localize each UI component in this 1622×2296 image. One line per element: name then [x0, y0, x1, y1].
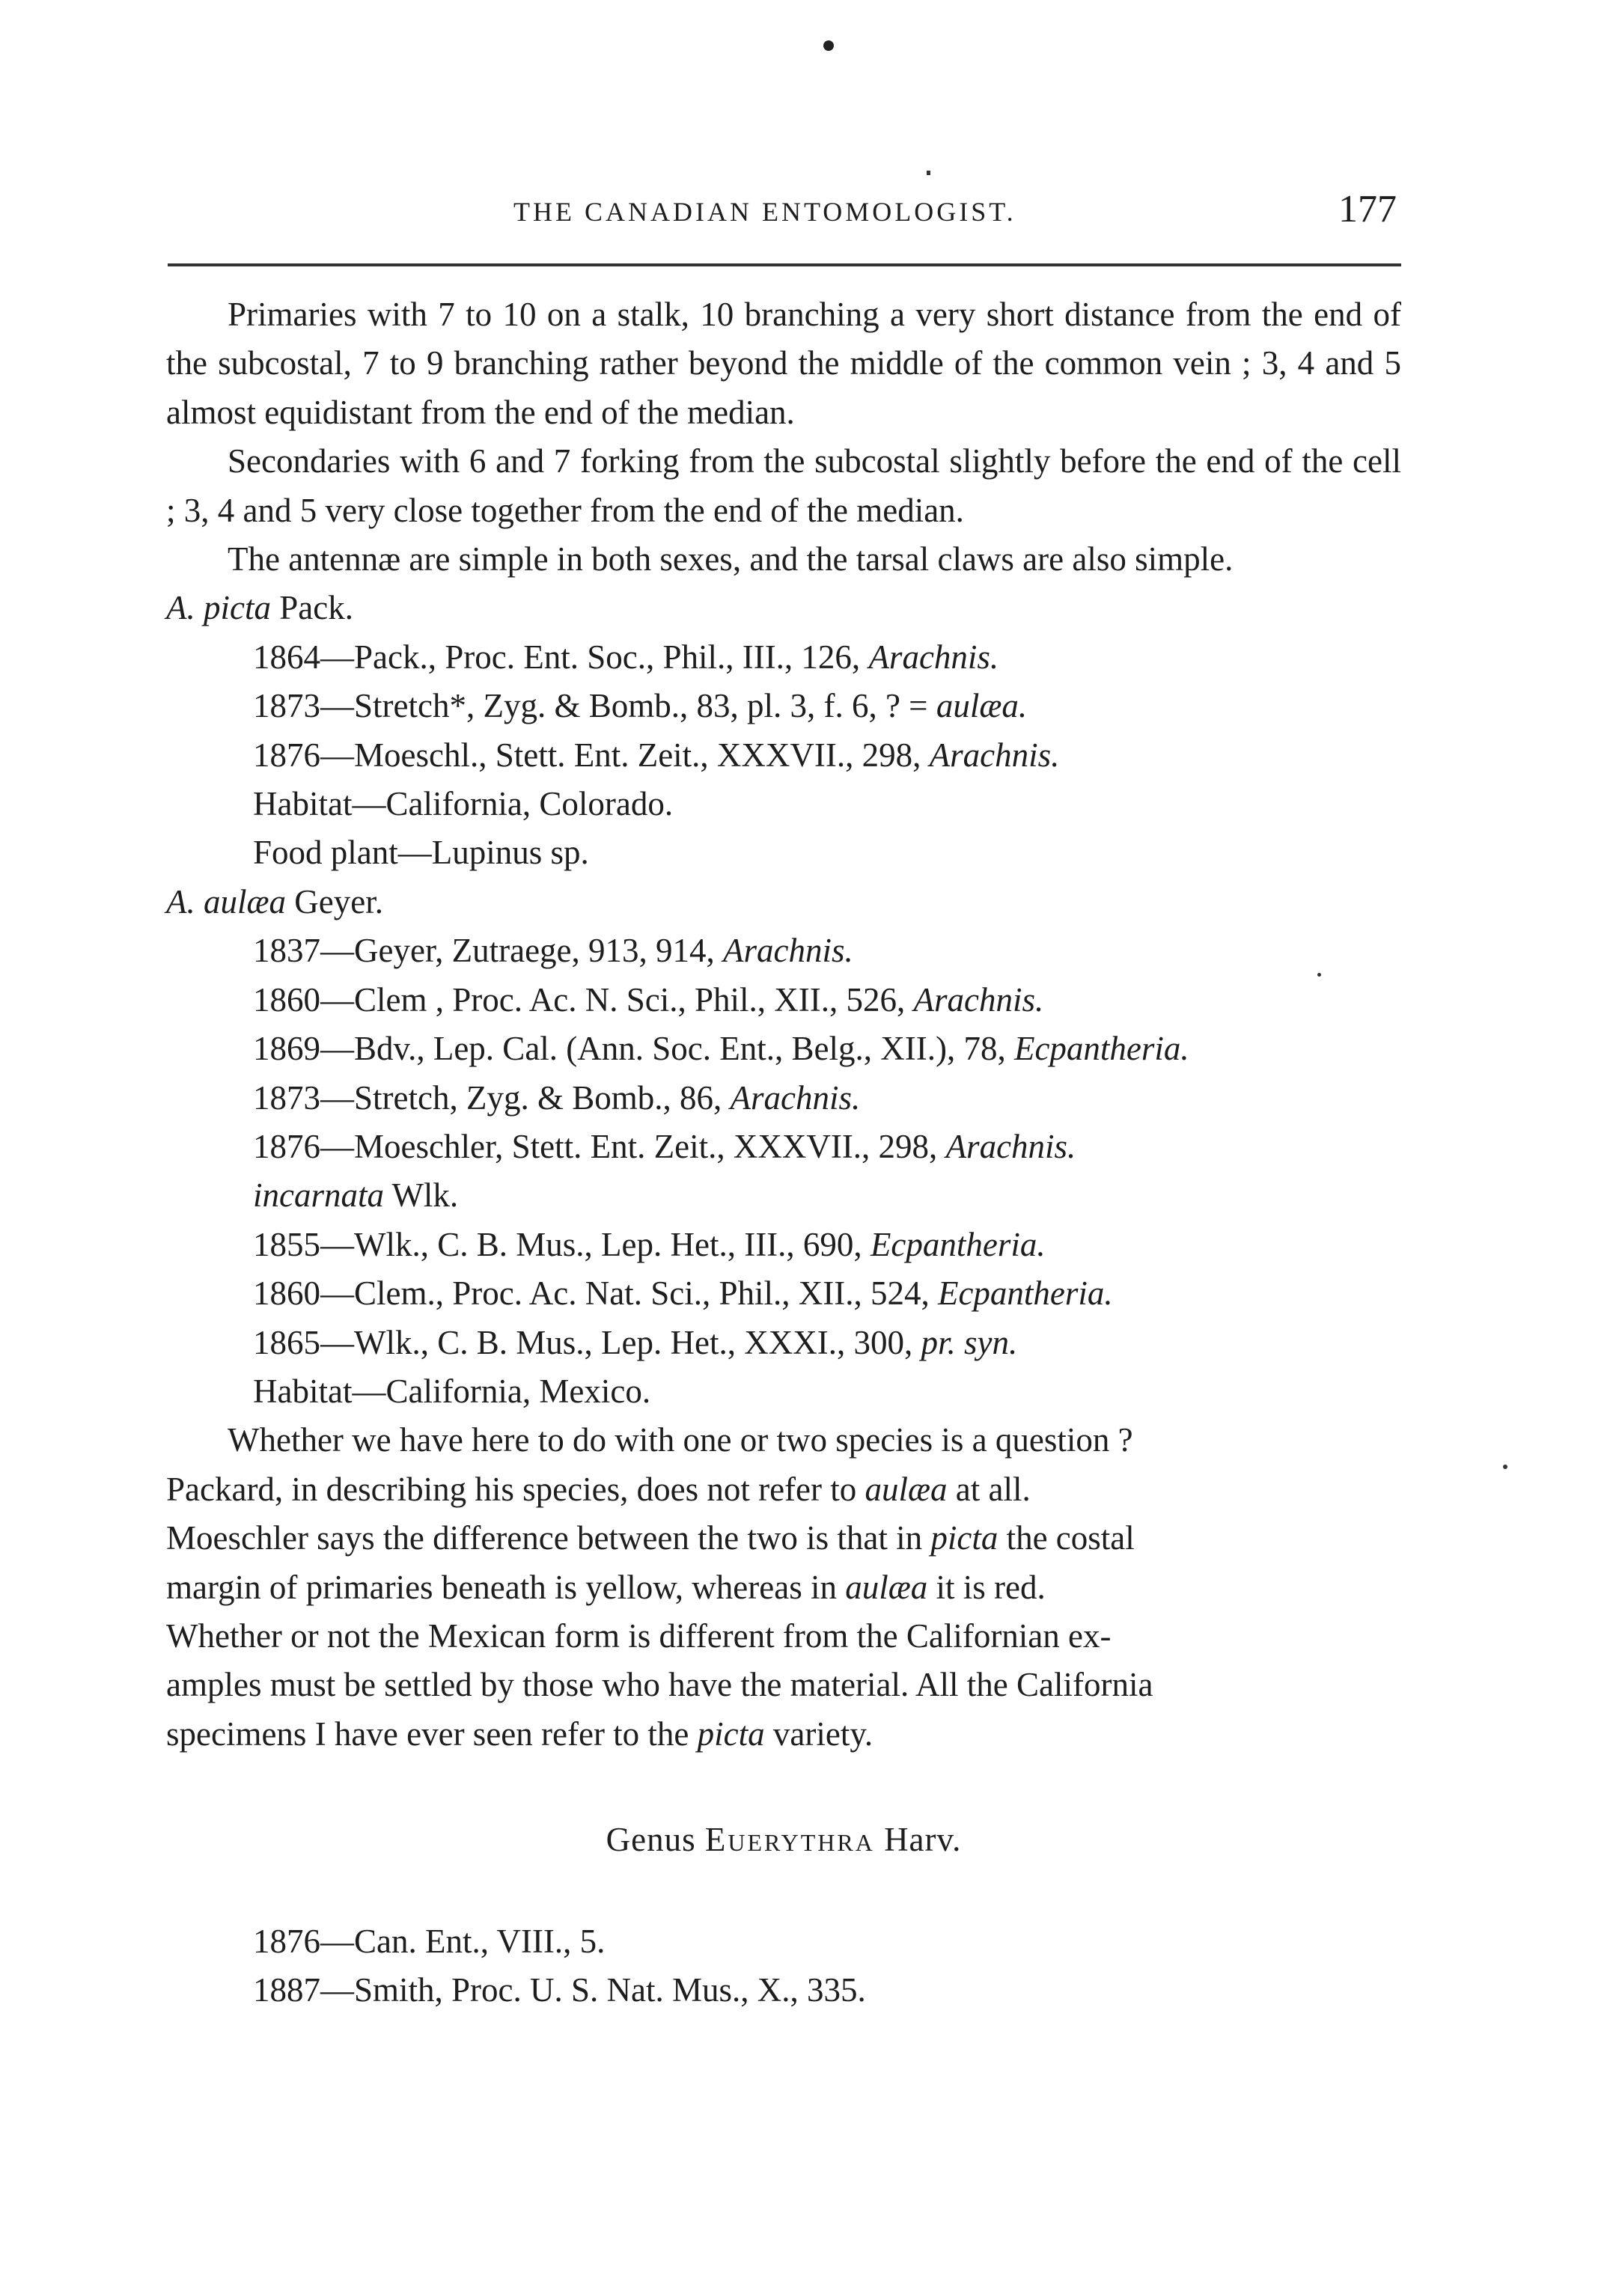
text-line: Packard, in describing his species, does not refer to aulæa at all.: [166, 1470, 1031, 1508]
reference-line: 1865—Wlk., C. B. Mus., Lep. Het., XXXI., 300, pr. syn.: [253, 1323, 1018, 1361]
ink-speck: [927, 171, 930, 175]
body-text: [166, 290, 1401, 2015]
species-author: Pack.: [279, 589, 353, 627]
paragraph-primaries: Primaries with 7 to 10 on a stalk, 10 branching a very short distance from the end of the subcostal, 7 to 9 branching rather beyond the middle of the common vein ; 3, 4 and 5 almost equidistant from the end of the median.: [166, 296, 1401, 431]
paragraph-discussion: [166, 1416, 1401, 1759]
reference-line: 1876—Can. Ent., VIII., 5.: [253, 1922, 606, 1960]
reference-line: 1855—Wlk., C. B. Mus., Lep. Het., III., 690, Ecpantheria.: [253, 1225, 1046, 1263]
header-rule: [168, 263, 1401, 266]
text-line: Moeschler says the difference between the two is that in picta the costal: [166, 1519, 1135, 1557]
reference-line: 1837—Geyer, Zutraege, 913, 914, Arachnis.: [253, 932, 853, 970]
ink-dot: [823, 40, 834, 51]
habitat-line: Habitat—California, Colorado.: [253, 785, 674, 823]
species-name: picta: [204, 589, 271, 627]
ink-speck: [1503, 1465, 1507, 1469]
synonym-heading: incarnata Wlk.: [253, 1176, 459, 1215]
text-line: margin of primaries beneath is yellow, whereas in aulæa it is red.: [166, 1568, 1046, 1606]
genus-heading: Genus Euerythra Harv.: [606, 1821, 962, 1859]
running-head: THE CANADIAN ENTOMOLOGIST.: [513, 197, 1016, 227]
reference-line: 1887—Smith, Proc. U. S. Nat. Mus., X., 335.: [253, 1971, 866, 2009]
reference-line: 1860—Clem., Proc. Ac. Nat. Sci., Phil., XII., 524, Ecpantheria.: [253, 1274, 1113, 1313]
genus-references: [166, 1917, 1401, 2015]
page-number: 177: [1338, 188, 1397, 230]
reference-line: 1864—Pack., Proc. Ent. Soc., Phil., III., 126, Arachnis.: [253, 638, 999, 676]
genus-abbrev: A.: [166, 589, 195, 627]
species-author: Geyer.: [294, 882, 383, 920]
species-heading-picta: [166, 584, 1401, 632]
habitat-line: Habitat—California, Mexico.: [253, 1372, 651, 1410]
food-plant-line: Food plant—Lupinus sp.: [253, 834, 589, 872]
paragraph-secondaries: Secondaries with 6 and 7 forking from the subcostal slightly before the end of the cell ; 3, 4 and 5 very close together from the end of the median.: [166, 442, 1401, 529]
text-line: Whether or not the Mexican form is different from the Californian ex-: [166, 1616, 1112, 1655]
reference-line: 1860—Clem , Proc. Ac. N. Sci., Phil., XII., 526, Arachnis.: [253, 980, 1044, 1019]
reference-line: 1876—Moeschl., Stett. Ent. Zeit., XXXVII., 298, Arachnis.: [253, 736, 1060, 774]
species-heading-aulaea: [166, 878, 1401, 926]
reference-line: 1873—Stretch, Zyg. & Bomb., 86, Arachnis.: [253, 1078, 861, 1117]
reference-line: 1876—Moeschler, Stett. Ent. Zeit., XXXVII., 298, Arachnis.: [253, 1127, 1076, 1165]
text-line: Whether we have here to do with one or two species is a question ?: [228, 1421, 1133, 1459]
text-line: specimens I have ever seen refer to the picta variety.: [166, 1715, 873, 1753]
reference-line: 1873—Stretch*, Zyg. & Bomb., 83, pl. 3, f. 6, ? = aulæa.: [253, 687, 1028, 725]
text-line: amples must be settled by those who have the material. All the California: [166, 1666, 1153, 1704]
reference-line: 1869—Bdv., Lep. Cal. (Ann. Soc. Ent., Belg., XII.), 78, Ecpantheria.: [253, 1030, 1189, 1068]
paragraph-antennae: The antennæ are simple in both sexes, and the tarsal claws are also simple.: [228, 540, 1234, 578]
species-name: aulæa: [204, 882, 287, 920]
genus-abbrev: A.: [166, 882, 195, 920]
